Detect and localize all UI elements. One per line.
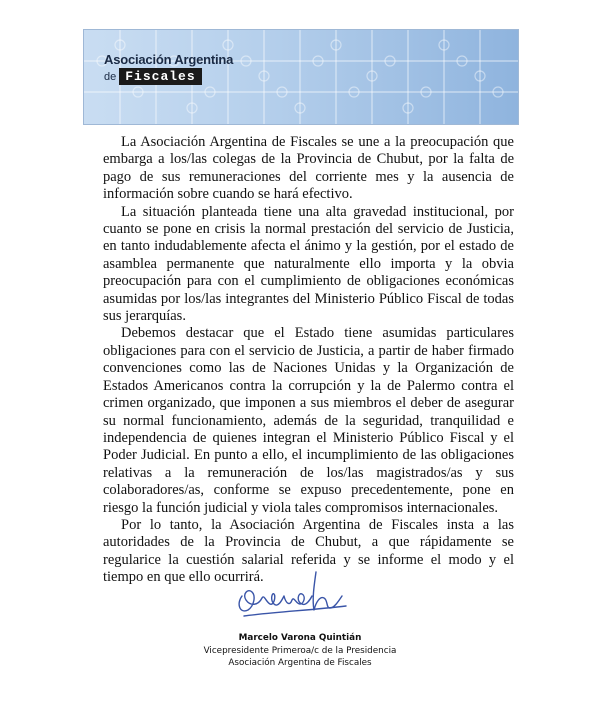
signer-organization: Asociación Argentina de Fiscales	[228, 658, 372, 668]
paragraph-2: La situación planteada tiene una alta gravedad institucional, por cuanto se pone en crisis la normal prestación del servicio de Justicia, en tanto indudablemente afecta el ánimo y la gestión, por el estado de asamblea permanente que naturalmente ello importa y la obvia preocupación para con el cumplimiento de obligaciones económicas asumidas por los/las integrantes del Ministerio Público Fiscal de todas sus jerarquías.	[103, 203, 514, 325]
logo-subtitle	[104, 68, 233, 85]
handwritten-signature	[234, 566, 354, 620]
letter-body	[103, 134, 514, 587]
signature-block	[190, 632, 410, 670]
signer-role: Vicepresidente Primeroa/c de la Presidencia	[203, 645, 397, 656]
logo-title: Asociación Argentina	[104, 52, 234, 67]
paragraph-3: Debemos destacar que el Estado tiene asumidas particulares obligaciones para con el servicio de Justicia, a partir de haber firmado convenciones como las de Naciones Unidas y la Organización de Estados Americanos contra la corrupción y la de Palermo contra el crimen organizado, que imponen a sus miembros el deber de asegurar su normal funcionamiento, además de la seguridad, tranquilidad e independencia de quienes integran el Ministerio Público Fiscal y el Poder Judicial. En punto a ello, el incumplimiento de las obligaciones relativas a la remuneración de los/las magistrados/as y sus colaboradores/as, conforme se expuso precedentemente, pone en riesgo la función judicial y viola tales compromisos internacionales.	[103, 325, 514, 516]
association-logo	[104, 52, 233, 85]
signer-name: Marcelo Varona Quintián	[238, 633, 362, 643]
logo-de: de	[104, 70, 117, 83]
paragraph-1: La Asociación Argentina de Fiscales se une a la preocupación que embarga a los/las colegas de la Provincia de Chubut, por la falta de pago de sus remuneraciones del corriente mes y la ausencia de información sobre cuando se hará efectivo.	[103, 134, 514, 203]
logo-fiscales: Fiscales	[119, 68, 201, 85]
paragraph-4: Por lo tanto, la Asociación Argentina de Fiscales insta a las autoridades de la Provincia de Chubut, a que rápidamente se regularice la cuestión salarial referida y se informe el modo y el tiempo en que ello ocurrirá.	[103, 516, 514, 586]
header-banner	[83, 29, 519, 125]
